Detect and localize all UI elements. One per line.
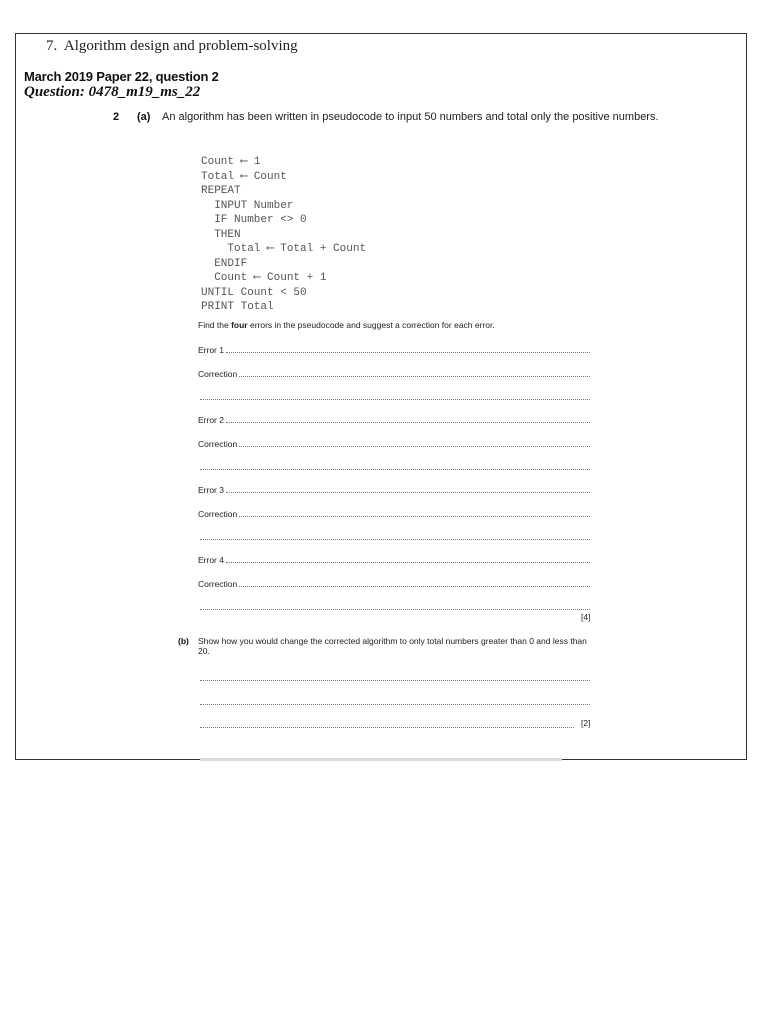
pseudocode-line: THEN: [201, 228, 241, 241]
answer-line[interactable]: [198, 367, 590, 379]
dotted-answer-rule: [226, 553, 590, 563]
pseudocode-line: PRINT Total: [201, 301, 274, 313]
dotted-answer-rule: [200, 530, 590, 540]
section-title: 7. Algorithm design and problem-solving: [46, 38, 298, 54]
scan-shadow: [200, 758, 562, 761]
dotted-answer-rule: [239, 507, 590, 517]
pseudocode-line: INPUT Number: [201, 199, 294, 212]
part-b-text: Show how you would change the corrected algorithm to only total numbers greater than 0 and less than 20.: [198, 636, 587, 656]
question-number: 2: [113, 111, 120, 123]
answer-line-label: Correction: [198, 579, 238, 589]
pseudocode-line: Count ⟵ Count + 1: [201, 272, 327, 284]
pseudocode-line: Total ⟵ Total + Count: [201, 243, 367, 255]
answer-line[interactable]: [198, 553, 590, 565]
answer-line[interactable]: [198, 413, 590, 425]
answer-line-label: Correction: [198, 369, 238, 379]
pseudocode-block: [201, 155, 366, 315]
answer-line[interactable]: [198, 343, 590, 355]
answer-line-label: Correction: [198, 439, 238, 449]
dotted-answer-rule: [239, 367, 590, 377]
pseudocode-line: IF Number <> 0: [201, 214, 307, 226]
part-a-text: An algorithm has been written in pseudocode to input 50 numbers and total only the positive numbers.: [162, 111, 659, 123]
answer-line[interactable]: [198, 460, 590, 472]
marks-part-b: [2]: [581, 718, 591, 728]
answer-line-label: Error 1: [198, 345, 224, 355]
dotted-answer-rule: [200, 695, 590, 705]
paper-reference: March 2019 Paper 22, question 2: [24, 69, 219, 84]
dotted-answer-rule: [239, 577, 590, 587]
answer-line[interactable]: [198, 507, 590, 519]
answer-line[interactable]: [198, 530, 590, 542]
answer-line[interactable]: [198, 695, 590, 707]
answer-line[interactable]: [198, 483, 590, 495]
pseudocode-line: UNTIL Count < 50: [201, 286, 307, 299]
answer-line[interactable]: [198, 718, 574, 730]
pseudocode-line: Count ⟵ 1: [201, 156, 261, 168]
pseudocode-line: Total ⟵ Count: [201, 170, 287, 183]
answer-line-label: Error 4: [198, 555, 224, 565]
dotted-answer-rule: [200, 390, 590, 400]
instruction-prefix: Find the: [198, 320, 232, 330]
answer-line[interactable]: [198, 390, 590, 402]
pseudocode-line: ENDIF: [201, 257, 248, 270]
answer-line-label: Correction: [198, 509, 238, 519]
dotted-answer-rule: [200, 460, 590, 470]
dotted-answer-rule: [200, 671, 590, 681]
dotted-answer-rule: [226, 343, 590, 353]
part-a-label: (a): [137, 111, 151, 123]
dotted-answer-rule: [226, 483, 590, 493]
answer-line[interactable]: [198, 600, 590, 612]
part-b-label: (b): [178, 636, 189, 646]
dotted-answer-rule: [200, 718, 574, 728]
instruction-bold: four: [231, 320, 248, 330]
answer-line[interactable]: [198, 437, 590, 449]
answer-line-label: Error 2: [198, 415, 224, 425]
question-reference: Question: 0478_m19_ms_22: [24, 84, 201, 100]
dotted-answer-rule: [200, 600, 590, 610]
dotted-answer-rule: [239, 437, 590, 447]
answer-line[interactable]: [198, 577, 590, 589]
instruction-text: [198, 320, 495, 330]
answer-line-label: Error 3: [198, 485, 224, 495]
marks-part-a: [4]: [581, 612, 591, 622]
pseudocode-line: REPEAT: [201, 185, 241, 197]
instruction-suffix: errors in the pseudocode and suggest a correction for each error.: [247, 320, 495, 330]
dotted-answer-rule: [226, 413, 590, 423]
answer-line[interactable]: [198, 671, 590, 683]
